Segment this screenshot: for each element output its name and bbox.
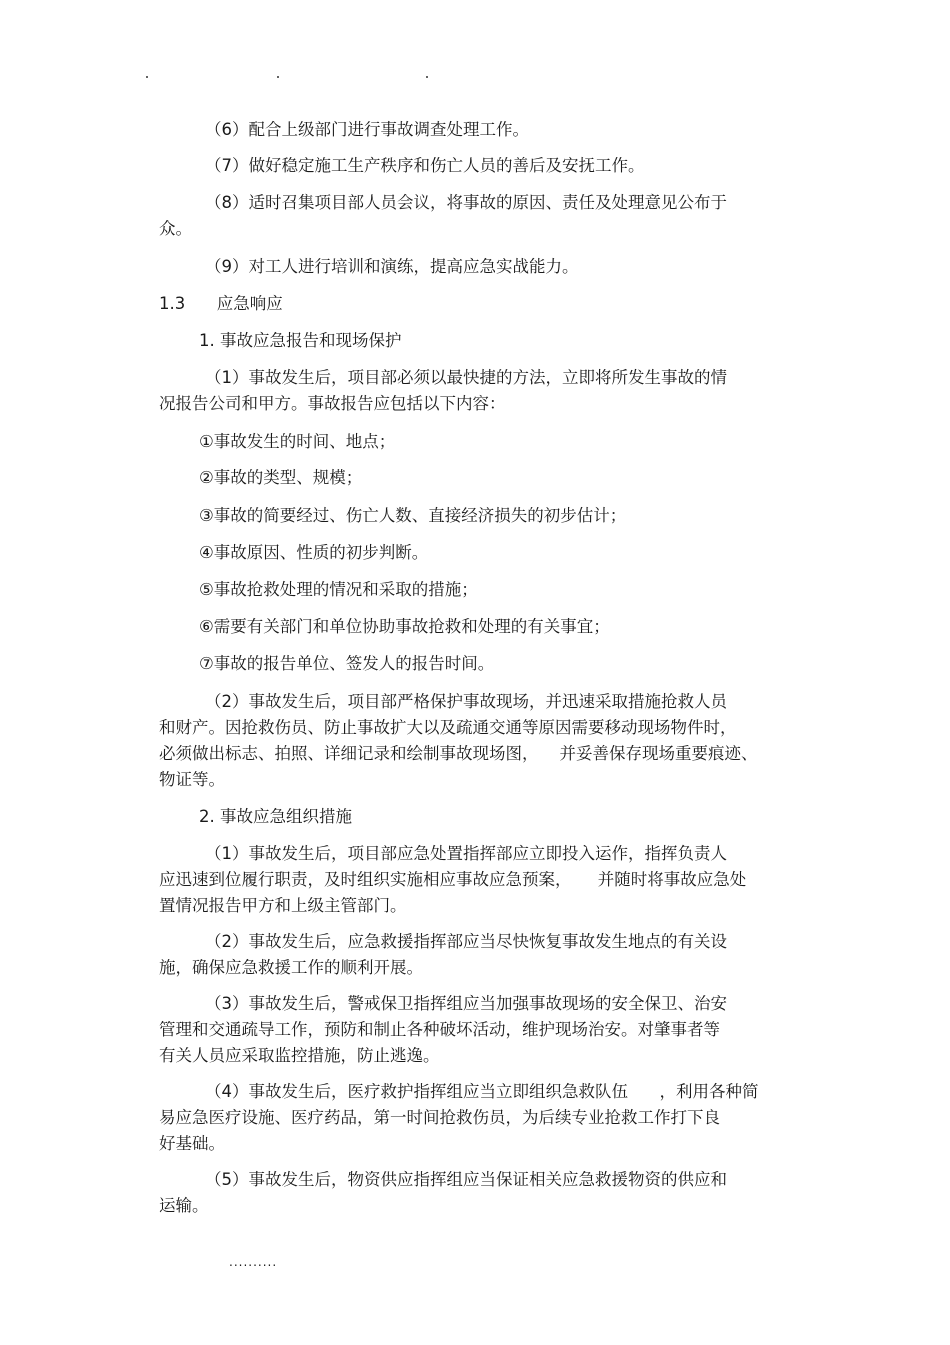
paragraph-line: 运输。 — [159, 1196, 209, 1215]
paragraph-line: 易应急医疗设施、医疗药品，第一时间抢救伤员，为后续专业抢救工作打下良 — [159, 1108, 720, 1127]
paragraph-line: 管理和交通疏导工作，预防和制止各种破坏活动，维护现场治安。对肇事者等 — [159, 1020, 720, 1039]
paragraph-line: 应迅速到位履行职责，及时组织实施相应事故应急预案， 并随时将事故应急处 — [159, 870, 747, 889]
paragraph-line: 必须做出标志、拍照、详细记录和绘制事故现场图， 并妥善保存现场重要痕迹、 — [159, 744, 758, 763]
paragraph-line: （7）做好稳定施工生产秩序和伤亡人员的善后及安抚工作。 — [205, 156, 645, 175]
list-item: ②事故的类型、规模； — [199, 468, 363, 487]
list-item: ④事故原因、性质的初步判断。 — [199, 543, 429, 562]
paragraph-line: （1）事故发生后，项目部必须以最快捷的方法，立即将所发生事故的情 — [205, 368, 727, 387]
paragraph-line: （4）事故发生后，医疗救护指挥组应当立即组织急救队伍 ，利用各种简 — [205, 1082, 759, 1101]
paragraph-line: 况报告公司和甲方。事故报告应包括以下内容： — [159, 394, 506, 413]
paragraph-line: 施，确保应急救援工作的顺利开展。 — [159, 958, 423, 977]
list-item: ③事故的简要经过、伤亡人数、直接经济损失的初步估计； — [199, 506, 627, 525]
paragraph-line: （2）事故发生后，应急救援指挥部应当尽快恢复事故发生地点的有关设 — [205, 932, 727, 951]
paragraph-line: （8）适时召集项目部人员会议，将事故的原因、责任及处理意见公布于 — [205, 193, 727, 212]
paragraph-line: 物证等。 — [159, 770, 225, 789]
subsection-heading: 1. 事故应急报告和现场保护 — [199, 331, 402, 350]
header-dot — [426, 76, 428, 78]
list-item: ⑥需要有关部门和单位协助事故抢救和处理的有关事宜； — [199, 617, 610, 636]
paragraph-line: （3）事故发生后，警戒保卫指挥组应当加强事故现场的安全保卫、治安 — [205, 994, 727, 1013]
paragraph-line: （1）事故发生后，项目部应急处置指挥部应立即投入运作，指挥负责人 — [205, 844, 727, 863]
paragraph-line: （9）对工人进行培训和演练，提高应急实战能力。 — [205, 257, 579, 276]
header-dot — [146, 76, 148, 78]
paragraph-line: 置情况报告甲方和上级主管部门。 — [159, 896, 407, 915]
paragraph-line: （5）事故发生后，物资供应指挥组应当保证相关应急救援物资的供应和 — [205, 1170, 727, 1189]
section-heading: 1.3 应急响应 — [159, 294, 283, 313]
header-dot — [277, 76, 279, 78]
paragraph-line: 和财产。因抢救伤员、防止事故扩大以及疏通交通等原因需要移动现场物件时， — [159, 718, 737, 737]
list-item: ⑦事故的报告单位、签发人的报告时间。 — [199, 654, 495, 673]
paragraph-line: （2）事故发生后，项目部严格保护事故现场，并迅速采取措施抢救人员 — [205, 692, 727, 711]
paragraph-line: 有关人员应采取监控措施，防止逃逸。 — [159, 1046, 440, 1065]
paragraph-line: 好基础。 — [159, 1134, 225, 1153]
footer-dots: .......... — [229, 1255, 278, 1269]
paragraph-line: 众。 — [159, 219, 192, 238]
list-item: ①事故发生的时间、地点； — [199, 432, 396, 451]
paragraph-line: （6）配合上级部门进行事故调查处理工作。 — [205, 120, 529, 139]
subsection-heading: 2. 事故应急组织措施 — [199, 807, 352, 826]
list-item: ⑤事故抢救处理的情况和采取的措施； — [199, 580, 478, 599]
